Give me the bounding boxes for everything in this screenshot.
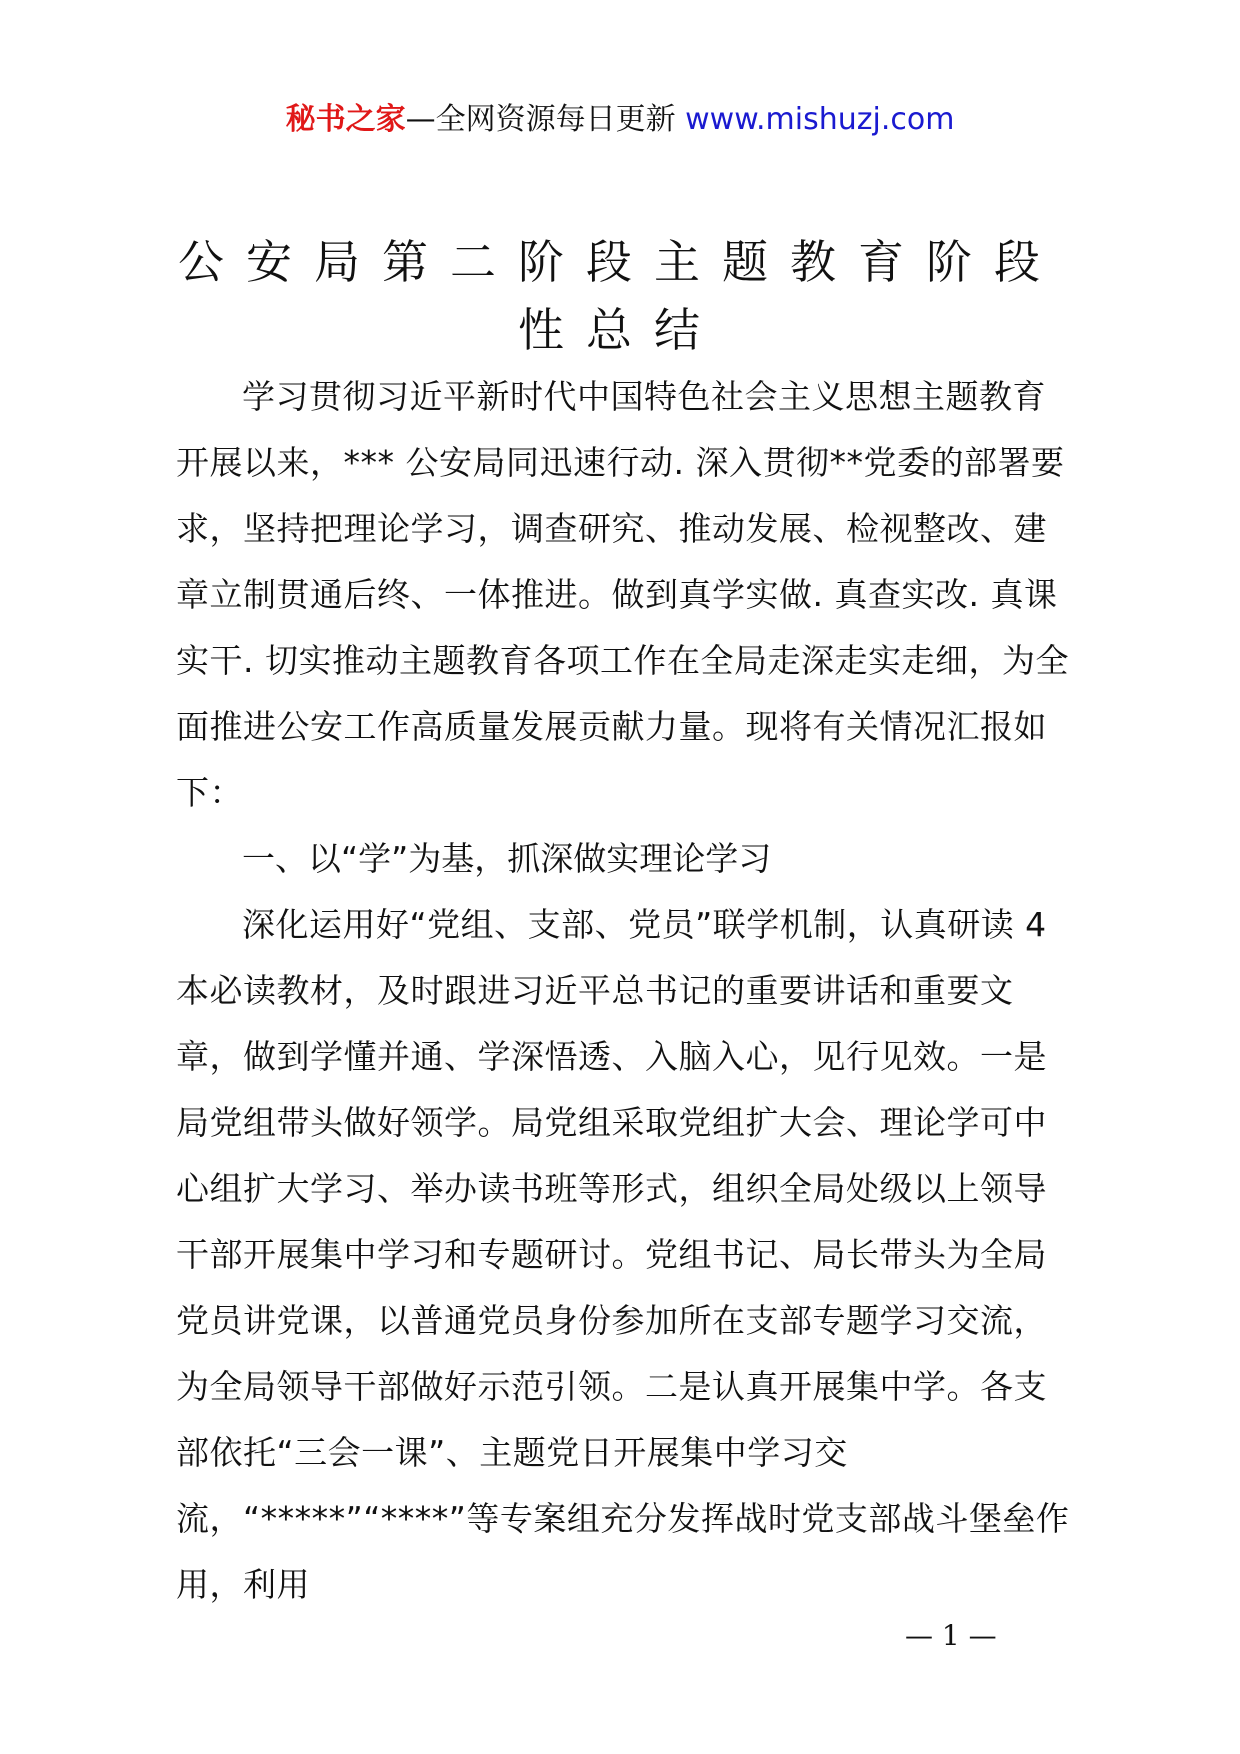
section-paragraph: 深化运用好“党组、支部、党员”联学机制，认真研读 4 本必读教材，及时跟进习近平总书记的重要讲话和重要文章，做到学懂并通、学深悟透、入脑入心，见行见效。一是局党组带头做好领学。局党组采取党组扩大会、理论学可中心组扩大学习、举办读书班等形式，组织全局处级以上领导干部开展集中学习和专题研讨。党组书记、局长带头为全局党员讲党课，以普通党员身份参加所在支部专题学习交流，为全局领导干部做好示范引领。二是认真开展集中学。各支部依托“三会一课”、主题党日开展集中学习交流，“*****”“****”等专案组充分发挥战时党支部战斗堡垒作用，利用 bbox=[176, 905, 1070, 1604]
document-title: 公安局第二阶段主题教育阶段性总结 bbox=[178, 235, 1062, 357]
page-number-text: — 1 — bbox=[905, 1619, 997, 1652]
document-body bbox=[176, 364, 1076, 1618]
header-tagline: —全网资源每日更新 bbox=[405, 102, 676, 137]
intro-paragraph: 学习贯彻习近平新时代中国特色社会主义思想主题教育开展以来，*** 公安局同迅速行动. 深入贯彻**党委的部署要求，坚持把理论学习，调查研究、推动发展、检视整改、建章立制贯通后终、一体推进。做到真学实做. 真查实改. 真课实干. 切实推动主题教育各项工作在全局走深走实走细，为全面推进公安工作高质量发展贡献力量。现将有关情况汇报如下： bbox=[176, 377, 1069, 812]
brand-name: 秘书之家 bbox=[285, 102, 406, 137]
site-header bbox=[0, 100, 1240, 140]
section-heading: 一、以“学”为基，抓深做实理论学习 bbox=[242, 839, 772, 878]
site-url-link[interactable]: www.mishuzj.com bbox=[685, 102, 955, 137]
